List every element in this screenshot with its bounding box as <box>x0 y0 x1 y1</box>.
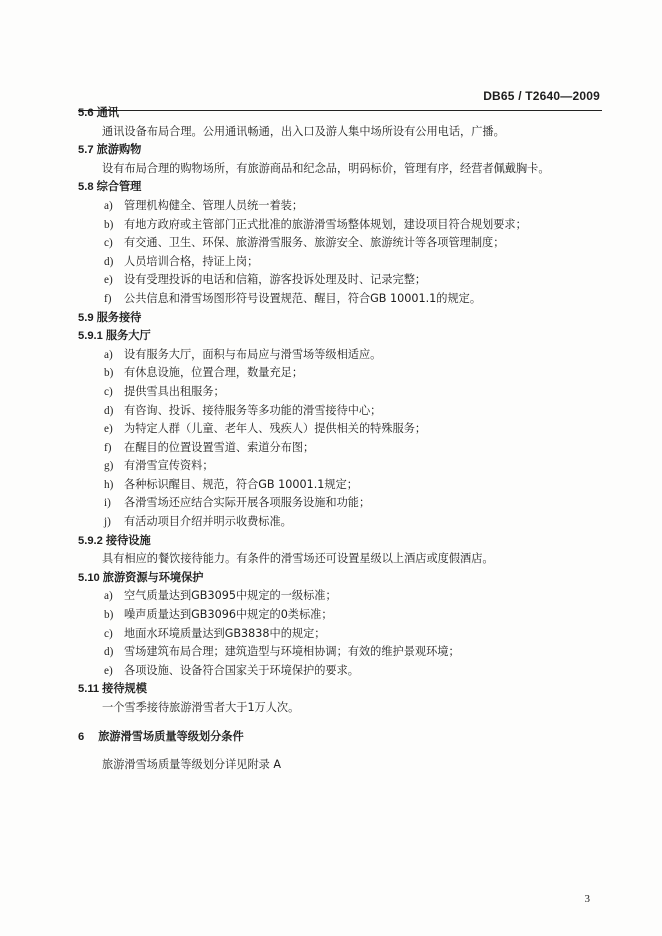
list-marker: d) <box>104 404 114 417</box>
list-item <box>78 197 608 216</box>
list-marker: e) <box>104 274 113 287</box>
section-title: 旅游资源与环境保护 <box>102 570 204 584</box>
list-marker: c) <box>104 237 113 250</box>
list-item <box>78 290 608 309</box>
list-item <box>78 457 608 476</box>
list-item <box>78 625 608 644</box>
list-item-text: 各种标识醒目、规范，符合GB 10001.1规定； <box>124 477 358 491</box>
list-item-text: 管理机构健全、管理人员统一着装； <box>124 198 304 212</box>
list-item-text: 空气质量达到GB3095中规定的一级标准； <box>124 589 337 603</box>
list-item-text: 有咨询、投诉、接待服务等多功能的滑雪接待中心； <box>124 403 382 417</box>
list-item <box>78 383 608 402</box>
list-item <box>78 216 608 235</box>
section-title: 服务接待 <box>96 310 142 324</box>
list-marker: d) <box>104 255 114 268</box>
spacer <box>78 746 608 756</box>
document-code: DB65 / T2640—2009 <box>483 89 600 103</box>
paragraph: 一个雪季接待旅游滑雪者大于1万人次。 <box>102 701 300 714</box>
list-marker: d) <box>104 646 114 659</box>
spacer <box>78 718 608 728</box>
list-item-text: 各项设施、设备符合国家关于环境保护的要求。 <box>124 663 359 677</box>
section-number: 5.8 <box>78 181 94 194</box>
section-title: 旅游购物 <box>96 143 142 157</box>
page-number: 3 <box>584 893 590 905</box>
list-item <box>78 513 608 532</box>
list-item-text: 雪场建筑布局合理；建筑造型与环境相协调；有效的维护景观环境； <box>124 645 460 659</box>
section-number: 5.9.2 <box>78 534 103 547</box>
section-title: 通讯 <box>96 106 119 119</box>
section-title: 接待设施 <box>105 533 151 547</box>
list-marker: b) <box>104 609 114 622</box>
list-item-text: 噪声质量达到GB3096中规定的0类标准； <box>124 608 333 622</box>
list-item <box>78 402 608 421</box>
list-marker: j) <box>104 516 111 529</box>
list-marker: b) <box>104 367 114 380</box>
section-title: 服务大厅 <box>105 329 151 343</box>
list-item <box>78 587 608 606</box>
list-marker: f) <box>104 441 112 454</box>
section-heading <box>78 680 608 699</box>
list-marker: e) <box>104 664 113 677</box>
list-marker: a) <box>104 590 113 603</box>
paragraph: 通讯设备布局合理。公用通讯畅通，出入口及游人集中场所设有公用电话，广播。 <box>102 124 505 138</box>
section-heading <box>78 569 608 588</box>
document-body <box>78 104 608 775</box>
chapter-number: 6 <box>78 730 85 743</box>
list-item-text: 有休息设施，位置合理，数量充足； <box>124 366 304 380</box>
section-number: 5.6 <box>78 107 94 119</box>
list-item <box>78 662 608 681</box>
subsection-heading <box>78 532 608 551</box>
list-item <box>78 234 608 253</box>
subsection-heading <box>78 327 608 346</box>
section-heading <box>78 178 608 197</box>
list-marker: i) <box>104 497 111 510</box>
list-item <box>78 364 608 383</box>
section-number: 5.7 <box>78 144 94 157</box>
list-item-text: 有活动项目介绍并明示收费标准。 <box>124 515 292 529</box>
section-title: 接待规模 <box>102 682 147 696</box>
list-marker: b) <box>104 218 114 231</box>
list-item-text: 有交通、卫生、环保、旅游滑雪服务、旅游安全、旅游统计等各项管理制度； <box>124 236 505 250</box>
list-item-text: 有地方政府或主管部门正式批准的旅游滑雪场整体规划，建设项目符合规划要求； <box>124 217 527 231</box>
list-marker: h) <box>104 478 114 491</box>
section-title: 综合管理 <box>96 180 142 194</box>
list-marker: a) <box>104 199 113 212</box>
list-item <box>78 476 608 495</box>
list-item-text: 有滑雪宣传资料； <box>124 459 214 473</box>
list-item <box>78 271 608 290</box>
chapter-title: 旅游滑雪场质量等级划分条件 <box>98 729 244 743</box>
list-item-text: 设有服务大厅，面积与布局应与滑雪场等级相适应。 <box>124 347 382 361</box>
section-heading <box>78 104 608 123</box>
list-item-text: 设有受理投诉的电话和信箱，游客投诉处理及时、记录完整； <box>124 273 427 287</box>
list-item-text: 为特定人群（儿童、老年人、残疾人）提供相关的特殊服务； <box>124 422 427 436</box>
list-marker: g) <box>104 460 114 473</box>
list-marker: e) <box>104 423 113 436</box>
list-item-text: 地面水环境质量达到GB3838中的规定； <box>124 626 326 640</box>
list-item <box>78 494 608 513</box>
list-item <box>78 420 608 439</box>
list-marker: c) <box>104 385 113 398</box>
list-marker: c) <box>104 627 113 640</box>
list-marker: a) <box>104 348 113 361</box>
list-item-text: 各滑雪场还应结合实际开展各项服务设施和功能； <box>124 496 371 510</box>
list-item <box>78 346 608 365</box>
list-item <box>78 643 608 662</box>
section-heading <box>78 141 608 160</box>
paragraph: 具有相应的餐饮接待能力。有条件的滑雪场还可设置星级以上酒店或度假酒店。 <box>102 552 494 566</box>
section-heading <box>78 309 608 328</box>
list-item <box>78 606 608 625</box>
section-number: 5.11 <box>78 683 100 696</box>
section-number: 5.9 <box>78 311 94 324</box>
list-marker: f) <box>104 292 112 305</box>
chapter-heading <box>78 728 608 747</box>
paragraph: 设有布局合理的购物场所，有旅游商品和纪念品，明码标价，管理有序，经营者佩戴胸卡。 <box>102 161 550 175</box>
list-item <box>78 253 608 272</box>
list-item-text: 在醒目的位置设置雪道、索道分布图； <box>124 440 315 454</box>
list-item <box>78 439 608 458</box>
list-item-text: 提供雪具出租服务； <box>124 384 225 398</box>
paragraph: 旅游滑雪场质量等级划分详见附录 A <box>102 758 282 772</box>
section-number: 5.9.1 <box>78 330 103 343</box>
list-item-text: 人员培训合格，持证上岗； <box>124 254 259 268</box>
list-item-text: 公共信息和滑雪场图形符号设置规范、醒目，符合GB 10001.1的规定。 <box>124 291 482 305</box>
section-number: 5.10 <box>78 571 100 584</box>
